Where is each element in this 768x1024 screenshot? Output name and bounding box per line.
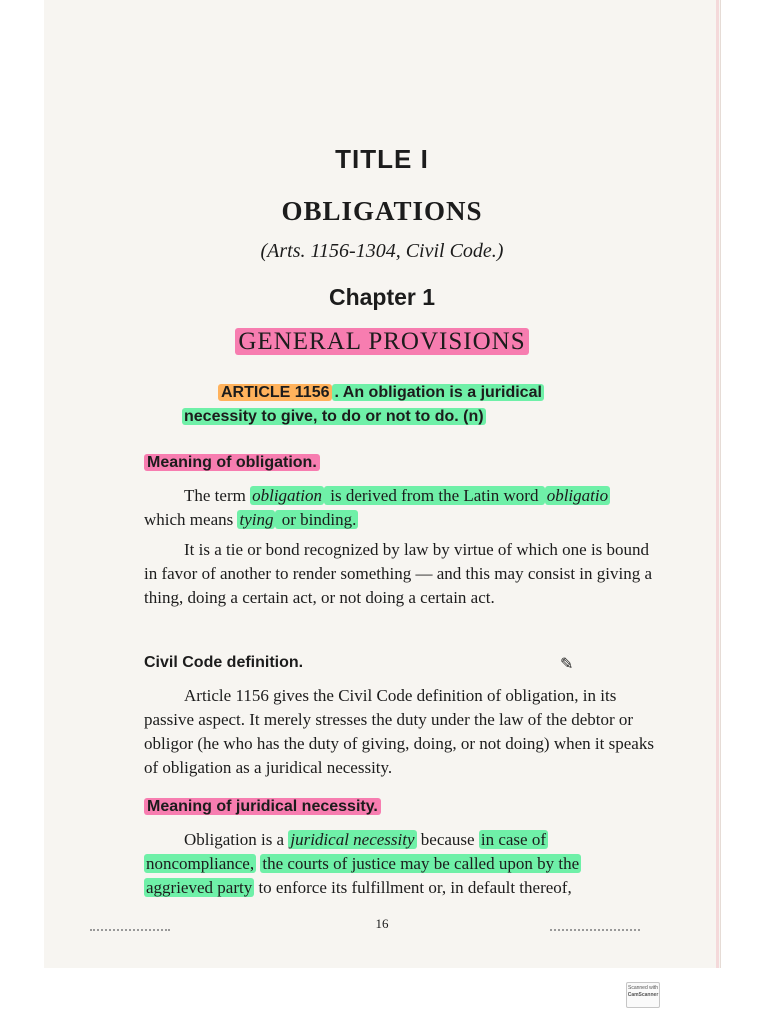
highlight-derived: is derived from the Latin word xyxy=(326,486,543,505)
article-text-2: necessity to give, to do or not to do. (n) xyxy=(184,408,484,425)
paragraph-tie xyxy=(144,538,666,610)
chapter-title xyxy=(44,328,720,356)
section-heading-juridical xyxy=(144,798,381,816)
text-run: which means xyxy=(144,510,238,529)
title-label: TITLE I xyxy=(335,144,429,174)
paragraph-civil-code xyxy=(144,684,666,780)
page-number: 16 xyxy=(375,916,389,931)
text-run: because xyxy=(416,830,479,849)
highlight-obligatio: obligatio xyxy=(546,486,609,505)
pen-mark: ✎ xyxy=(560,656,574,673)
scanner-watermark xyxy=(626,982,660,1008)
section-heading-meaning-text: Meaning of obligation. xyxy=(144,454,320,471)
chapter-label: Chapter 1 xyxy=(328,284,436,310)
section-heading-civil-code xyxy=(144,654,303,672)
article-line-1 xyxy=(218,384,544,402)
text-run: Obligation is a xyxy=(184,830,289,849)
highlight-tying: tying xyxy=(239,510,274,529)
article-text-1: . An obligation is a juridical xyxy=(334,384,542,401)
highlight-juridical-necessity: juridical necessity xyxy=(290,830,415,849)
highlight-binding: or binding. xyxy=(277,510,357,529)
highlight-courts: the courts of justice may be called upon by the xyxy=(262,854,580,873)
highlight-aggrieved-party: aggrieved party xyxy=(146,878,253,897)
chapter-title-text: GENERAL PROVISIONS xyxy=(235,328,528,355)
scanner-watermark-line2: CamScanner xyxy=(627,992,659,998)
article-label: ARTICLE 1156 xyxy=(218,384,332,401)
highlight-in-case-of: in case of xyxy=(480,830,546,849)
section-heading-civil-code-text: Civil Code definition. xyxy=(144,654,304,671)
article-line-2 xyxy=(182,408,486,426)
subheading: (Arts. 1156-1304, Civil Code.) xyxy=(260,240,504,262)
heading: OBLIGATIONS xyxy=(281,196,483,226)
scanner-watermark-line1: Scanned with xyxy=(627,985,659,991)
paragraph-juridical xyxy=(144,828,666,900)
paragraph-term xyxy=(144,484,666,532)
paragraph-civil-code-text: Article 1156 gives the Civil Code definition of obligation, in its passive aspect. It merely stresses the duty under the law of the debtor or obligor (he who has the duty of giving, doing, or not doing) when it speaks of obligation as a juridical necessity. xyxy=(144,686,654,777)
text-run: The term xyxy=(184,486,251,505)
highlight-obligation: obligation xyxy=(252,486,322,505)
scan-artifact-right xyxy=(550,929,640,933)
scan-artifact-left xyxy=(90,929,170,933)
text-run: to enforce its fulfillment or, in default thereof, xyxy=(254,878,572,897)
section-heading-meaning xyxy=(144,454,320,472)
paragraph-tie-text: It is a tie or bond recognized by law by virtue of which one is bound in favor of another to render something — and this may consist in giving a thing, doing a certain act, or not doing a certain act. xyxy=(144,540,653,607)
section-heading-juridical-text: Meaning of juridical necessity. xyxy=(144,798,381,815)
highlight-noncompliance: noncompliance, xyxy=(146,854,255,873)
